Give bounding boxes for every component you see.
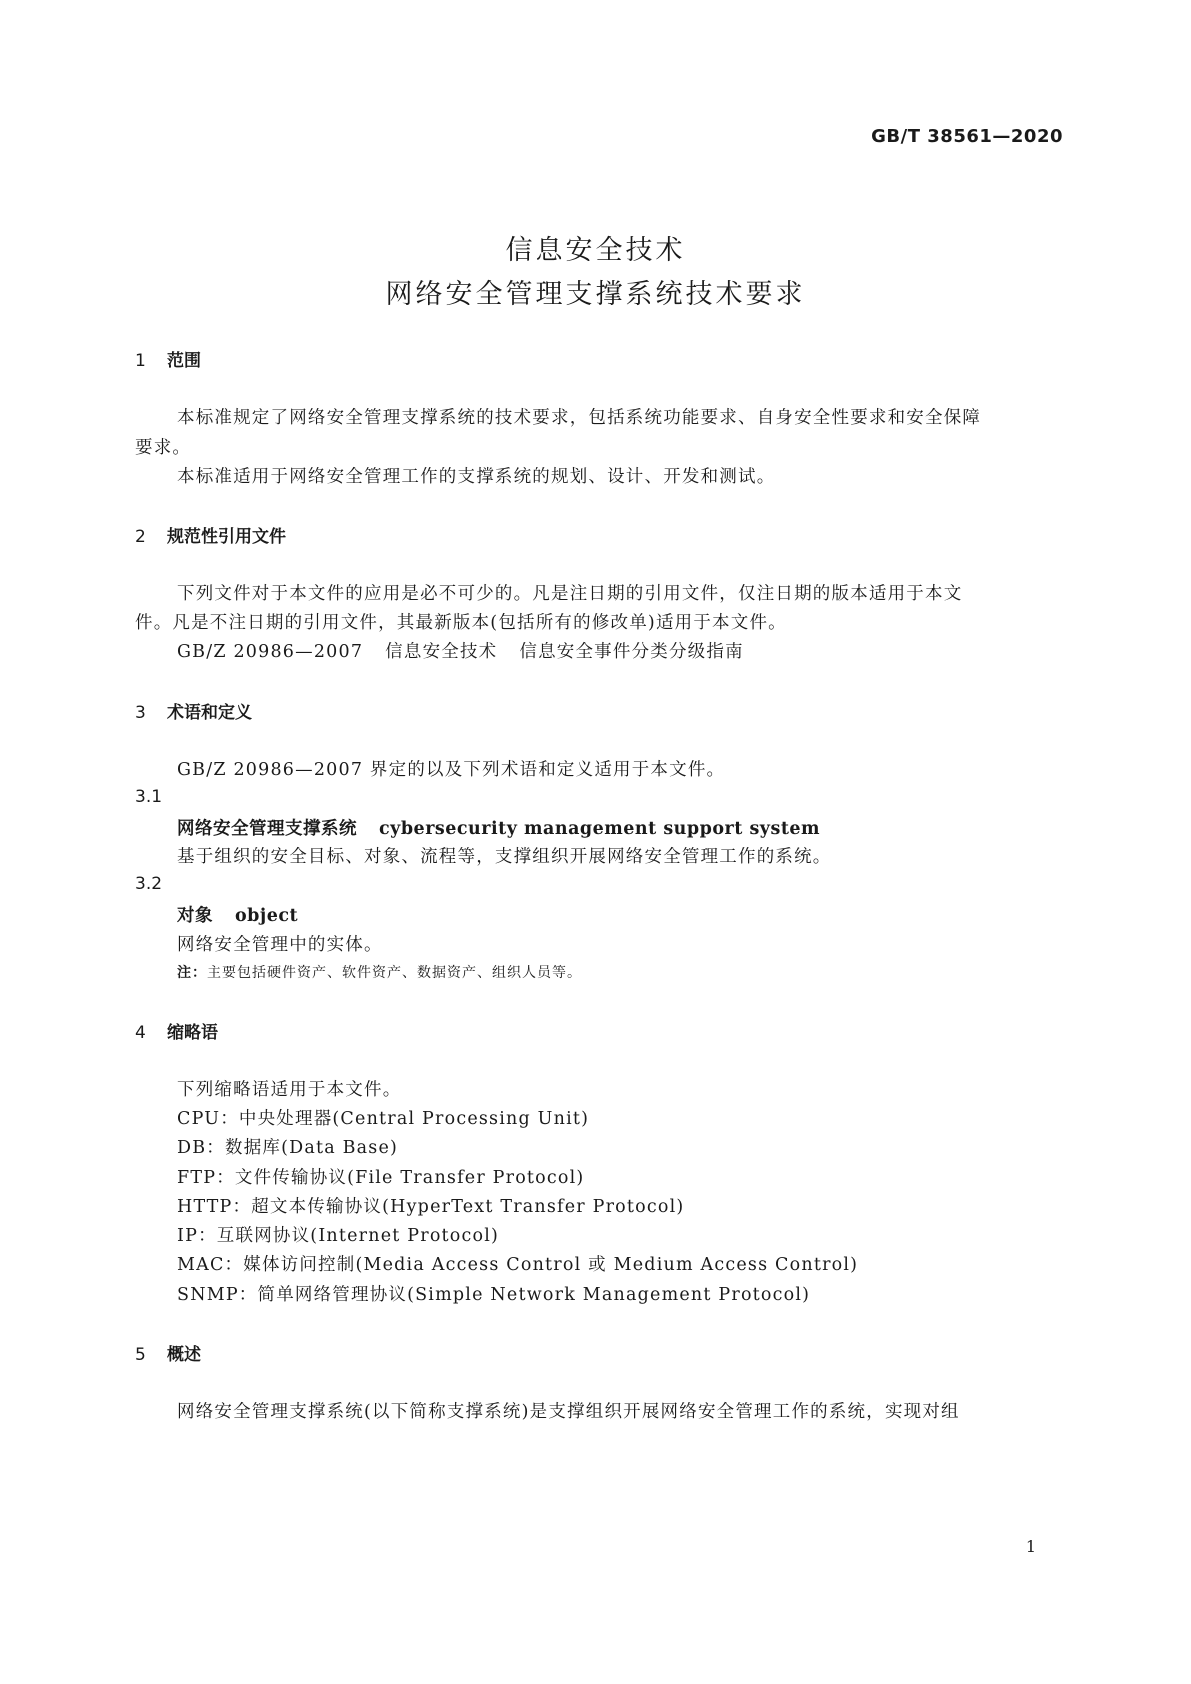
section-1-heading [135, 346, 201, 371]
section-2-heading [135, 522, 286, 547]
term-chinese: 对象 [177, 906, 213, 926]
term-english: object [235, 906, 299, 926]
term-3-2-definition: 网络安全管理中的实体。 [177, 935, 383, 955]
reference-code: GB/Z 20986—2007 [177, 642, 364, 662]
section-4-heading [135, 1018, 218, 1043]
reference-title-part2: 信息安全事件分类分级指南 [519, 642, 744, 662]
section-3-paragraph-1: GB/Z 20986—2007 界定的以及下列术语和定义适用于本文件。 [177, 760, 726, 780]
section-title: 术语和定义 [167, 703, 252, 723]
standard-code: GB/T 38561—2020 [871, 126, 1063, 147]
term-3-2-note [177, 962, 582, 982]
term-english: cybersecurity management support system [379, 819, 821, 839]
section-5-paragraph-1: 网络安全管理支撑系统(以下简称支撑系统)是支撑组织开展网络安全管理工作的系统，实现对组 [177, 1402, 960, 1422]
section-2-paragraph-1b: 件。凡是不注日期的引用文件，其最新版本(包括所有的修改单)适用于本文件。 [135, 613, 787, 633]
section-number: 1 [135, 351, 146, 371]
abbreviation-db: DB：数据库(Data Base) [177, 1138, 399, 1158]
section-1-paragraph-2: 本标准适用于网络安全管理工作的支撑系统的规划、设计、开发和测试。 [177, 467, 776, 487]
term-chinese: 网络安全管理支撑系统 [177, 819, 357, 839]
term-3-2-number: 3.2 [135, 874, 163, 894]
page-number: 1 [1025, 1537, 1036, 1556]
term-3-1-name [177, 815, 820, 840]
section-number: 4 [135, 1023, 146, 1043]
note-label: 注： [177, 965, 207, 981]
abbreviation-ip: IP：互联网协议(Internet Protocol) [177, 1226, 500, 1246]
abbreviations-intro: 下列缩略语适用于本文件。 [177, 1080, 402, 1100]
section-3-heading [135, 698, 252, 723]
term-3-1-definition: 基于组织的安全目标、对象、流程等，支撑组织开展网络安全管理工作的系统。 [177, 847, 832, 867]
section-title: 概述 [167, 1345, 201, 1365]
normative-reference [177, 638, 744, 663]
section-1-paragraph-1a: 本标准规定了网络安全管理支撑系统的技术要求，包括系统功能要求、自身安全性要求和安全保障 [177, 408, 982, 428]
term-3-1-number: 3.1 [135, 787, 163, 807]
document-title-line2: 网络安全管理支撑系统技术要求 [385, 279, 806, 310]
abbreviation-ftp: FTP：文件传输协议(File Transfer Protocol) [177, 1168, 585, 1188]
section-number: 3 [135, 703, 146, 723]
section-number: 2 [135, 527, 146, 547]
abbreviation-http: HTTP：超文本传输协议(HyperText Transfer Protocol) [177, 1197, 685, 1217]
section-title: 范围 [167, 351, 201, 371]
section-5-heading [135, 1340, 201, 1365]
note-text: 主要包括硬件资产、软件资产、数据资产、组织人员等。 [207, 965, 582, 981]
section-number: 5 [135, 1345, 146, 1365]
document-title-line1: 信息安全技术 [505, 235, 686, 266]
abbreviation-snmp: SNMP：简单网络管理协议(Simple Network Management Protocol) [177, 1285, 811, 1305]
section-title: 规范性引用文件 [167, 527, 286, 547]
abbreviation-cpu: CPU：中央处理器(Central Processing Unit) [177, 1109, 590, 1129]
section-title: 缩略语 [167, 1023, 218, 1043]
reference-title-part1: 信息安全技术 [385, 642, 498, 662]
section-1-paragraph-1b: 要求。 [135, 438, 192, 458]
term-3-2-name [177, 902, 298, 927]
abbreviation-mac: MAC：媒体访问控制(Media Access Control 或 Medium Access Control) [177, 1255, 859, 1275]
section-2-paragraph-1a: 下列文件对于本文件的应用是必不可少的。凡是注日期的引用文件，仅注日期的版本适用于本文 [177, 584, 963, 604]
